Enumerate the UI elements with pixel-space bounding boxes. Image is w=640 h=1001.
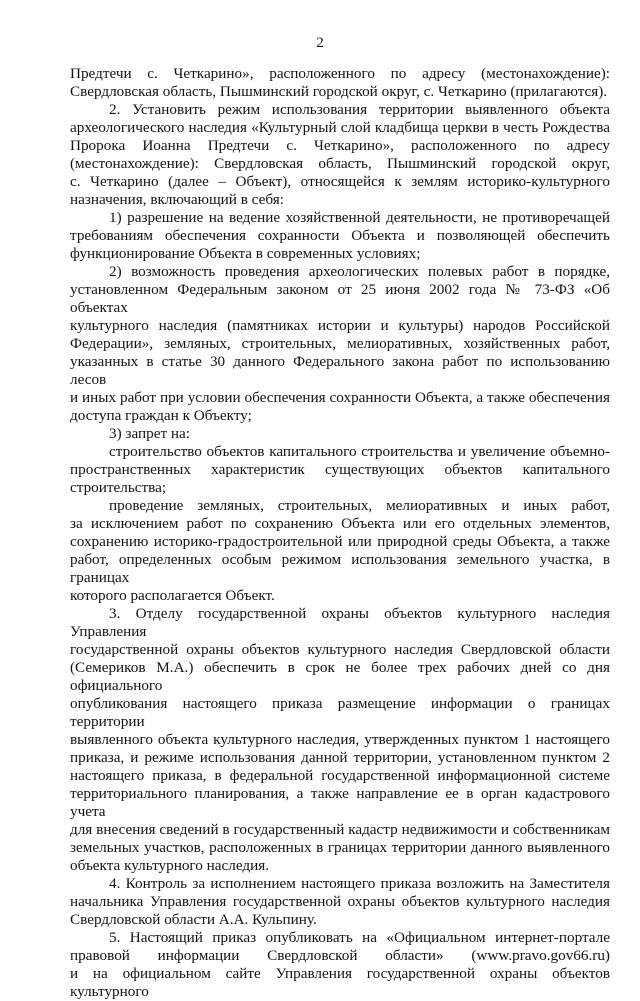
text-line: (местонахождение): Свердловская область, Пышминский городской округ, bbox=[70, 155, 610, 172]
page-number: 2 bbox=[316, 34, 324, 51]
text-line: 5. Настоящий приказ опубликовать на «Официальном интернет-портале bbox=[109, 929, 610, 946]
text-line: 3. Отделу государственной охраны объектов культурного наследия Управления bbox=[70, 605, 610, 640]
text-line: правовой информации Свердловской области» (www.pravo.gov66.ru) bbox=[70, 947, 610, 964]
text-line: и иных работ при условии обеспечения сохранности Объекта, а также обеспечения bbox=[70, 389, 610, 406]
paragraph-item-2 bbox=[70, 101, 610, 209]
text-line: установленном Федеральным законом от 25 июня 2002 года № 73-ФЗ «Об объектах bbox=[70, 281, 610, 316]
text-line: государственной охраны объектов культурного наследия Свердловской области bbox=[70, 641, 610, 658]
text-line: строительства; bbox=[70, 479, 167, 496]
text-line: которого располагается Объект. bbox=[70, 587, 275, 604]
paragraph-subitem-2 bbox=[70, 263, 610, 425]
text-line: опубликования настоящего приказа размещение информации о границах территории bbox=[70, 695, 610, 730]
text-line: указанных в статье 30 данного Федерального закона работ по использованию лесов bbox=[70, 353, 610, 388]
paragraph-item-3 bbox=[70, 605, 610, 875]
paragraph-item-4 bbox=[70, 875, 610, 929]
text-line: (Семериков М.А.) обеспечить в срок не более трех рабочих дней со дня официального bbox=[70, 659, 610, 694]
text-line: Свердловская область, Пышминский городской округ, с. Четкарино (прилагаются). bbox=[70, 83, 608, 100]
text-line: доступа граждан к Объекту; bbox=[70, 407, 252, 424]
text-line: земельных участков, расположенных в границах территории данного выявленного bbox=[70, 839, 610, 856]
text-line: выявленного объекта культурного наследия, утвержденных пунктом 1 настоящего bbox=[70, 731, 610, 748]
text-line: приказа, и режиме использования данной территории, установленном пунктом 2 bbox=[70, 749, 610, 766]
text-line: культурного наследия (памятниках истории и культуры) народов Российской bbox=[70, 317, 610, 334]
text-line: Пророка Иоанна Предтечи с. Четкарино», расположенного по адресу bbox=[70, 137, 610, 154]
text-line: археологического наследия «Культурный слой кладбища церкви в честь Рождества bbox=[70, 119, 610, 136]
text-line: настоящего приказа, в федеральной государственной информационной системе bbox=[70, 767, 610, 784]
text-line: объекта культурного наследия. bbox=[70, 857, 270, 874]
text-line: назначения, включающий в себя: bbox=[70, 191, 284, 208]
paragraph-prohibition-construction bbox=[70, 443, 610, 497]
text-line: начальника Управления государственной охраны объектов культурного наследия bbox=[70, 893, 610, 910]
text-line: 3) запрет на: bbox=[109, 425, 190, 442]
text-line: функционирование Объекта в современных условиях; bbox=[70, 245, 421, 262]
text-line: 2. Установить режим использования территории выявленного объекта bbox=[109, 101, 610, 118]
text-line: строительство объектов капитального строительства и увеличение объемно- bbox=[109, 443, 610, 460]
text-line: и на официальном сайте Управления государственной охраны объектов культурного bbox=[70, 965, 610, 1000]
document-body bbox=[70, 65, 610, 1001]
text-line: работ, определенных особым режимом использования земельного участка, в границах bbox=[70, 551, 610, 586]
text-line: для внесения сведений в государственный кадастр недвижимости и собственникам bbox=[70, 821, 610, 838]
text-line: требованиям обеспечения сохранности Объекта и позволяющей обеспечить bbox=[70, 227, 610, 244]
paragraph-subitem-1 bbox=[70, 209, 610, 263]
text-line: 4. Контроль за исполнением настоящего приказа возложить на Заместителя bbox=[109, 875, 610, 892]
text-line: сохранению историко-градостроительной или природной среды Объекта, а также bbox=[70, 533, 610, 550]
paragraph-subitem-3 bbox=[70, 425, 610, 443]
text-line: с. Четкарино (далее – Объект), относящейся к землям историко-культурного bbox=[70, 173, 610, 190]
text-line: Федерации», земляных, строительных, мелиоративных, хозяйственных работ, bbox=[70, 335, 610, 352]
text-line: 1) разрешение на ведение хозяйственной деятельности, не противоречащей bbox=[109, 209, 610, 226]
paragraph-continuation bbox=[70, 65, 610, 101]
text-line: Предтечи с. Четкарино», расположенного по адресу (местонахождение): bbox=[70, 65, 610, 82]
paragraph-item-5 bbox=[70, 929, 610, 1001]
text-line: проведение земляных, строительных, мелиоративных и иных работ, bbox=[109, 497, 610, 514]
text-line: за исключением работ по сохранению Объекта или его отдельных элементов, bbox=[70, 515, 610, 532]
text-line: пространственных характеристик существующих объектов капитального bbox=[70, 461, 610, 478]
text-line: 2) возможность проведения археологических полевых работ в порядке, bbox=[109, 263, 610, 280]
paragraph-prohibition-works bbox=[70, 497, 610, 605]
text-line: территориального планирования, а также направление ее в орган кадастрового учета bbox=[70, 785, 610, 820]
text-line: Свердловской области А.А. Кульпину. bbox=[70, 911, 317, 928]
